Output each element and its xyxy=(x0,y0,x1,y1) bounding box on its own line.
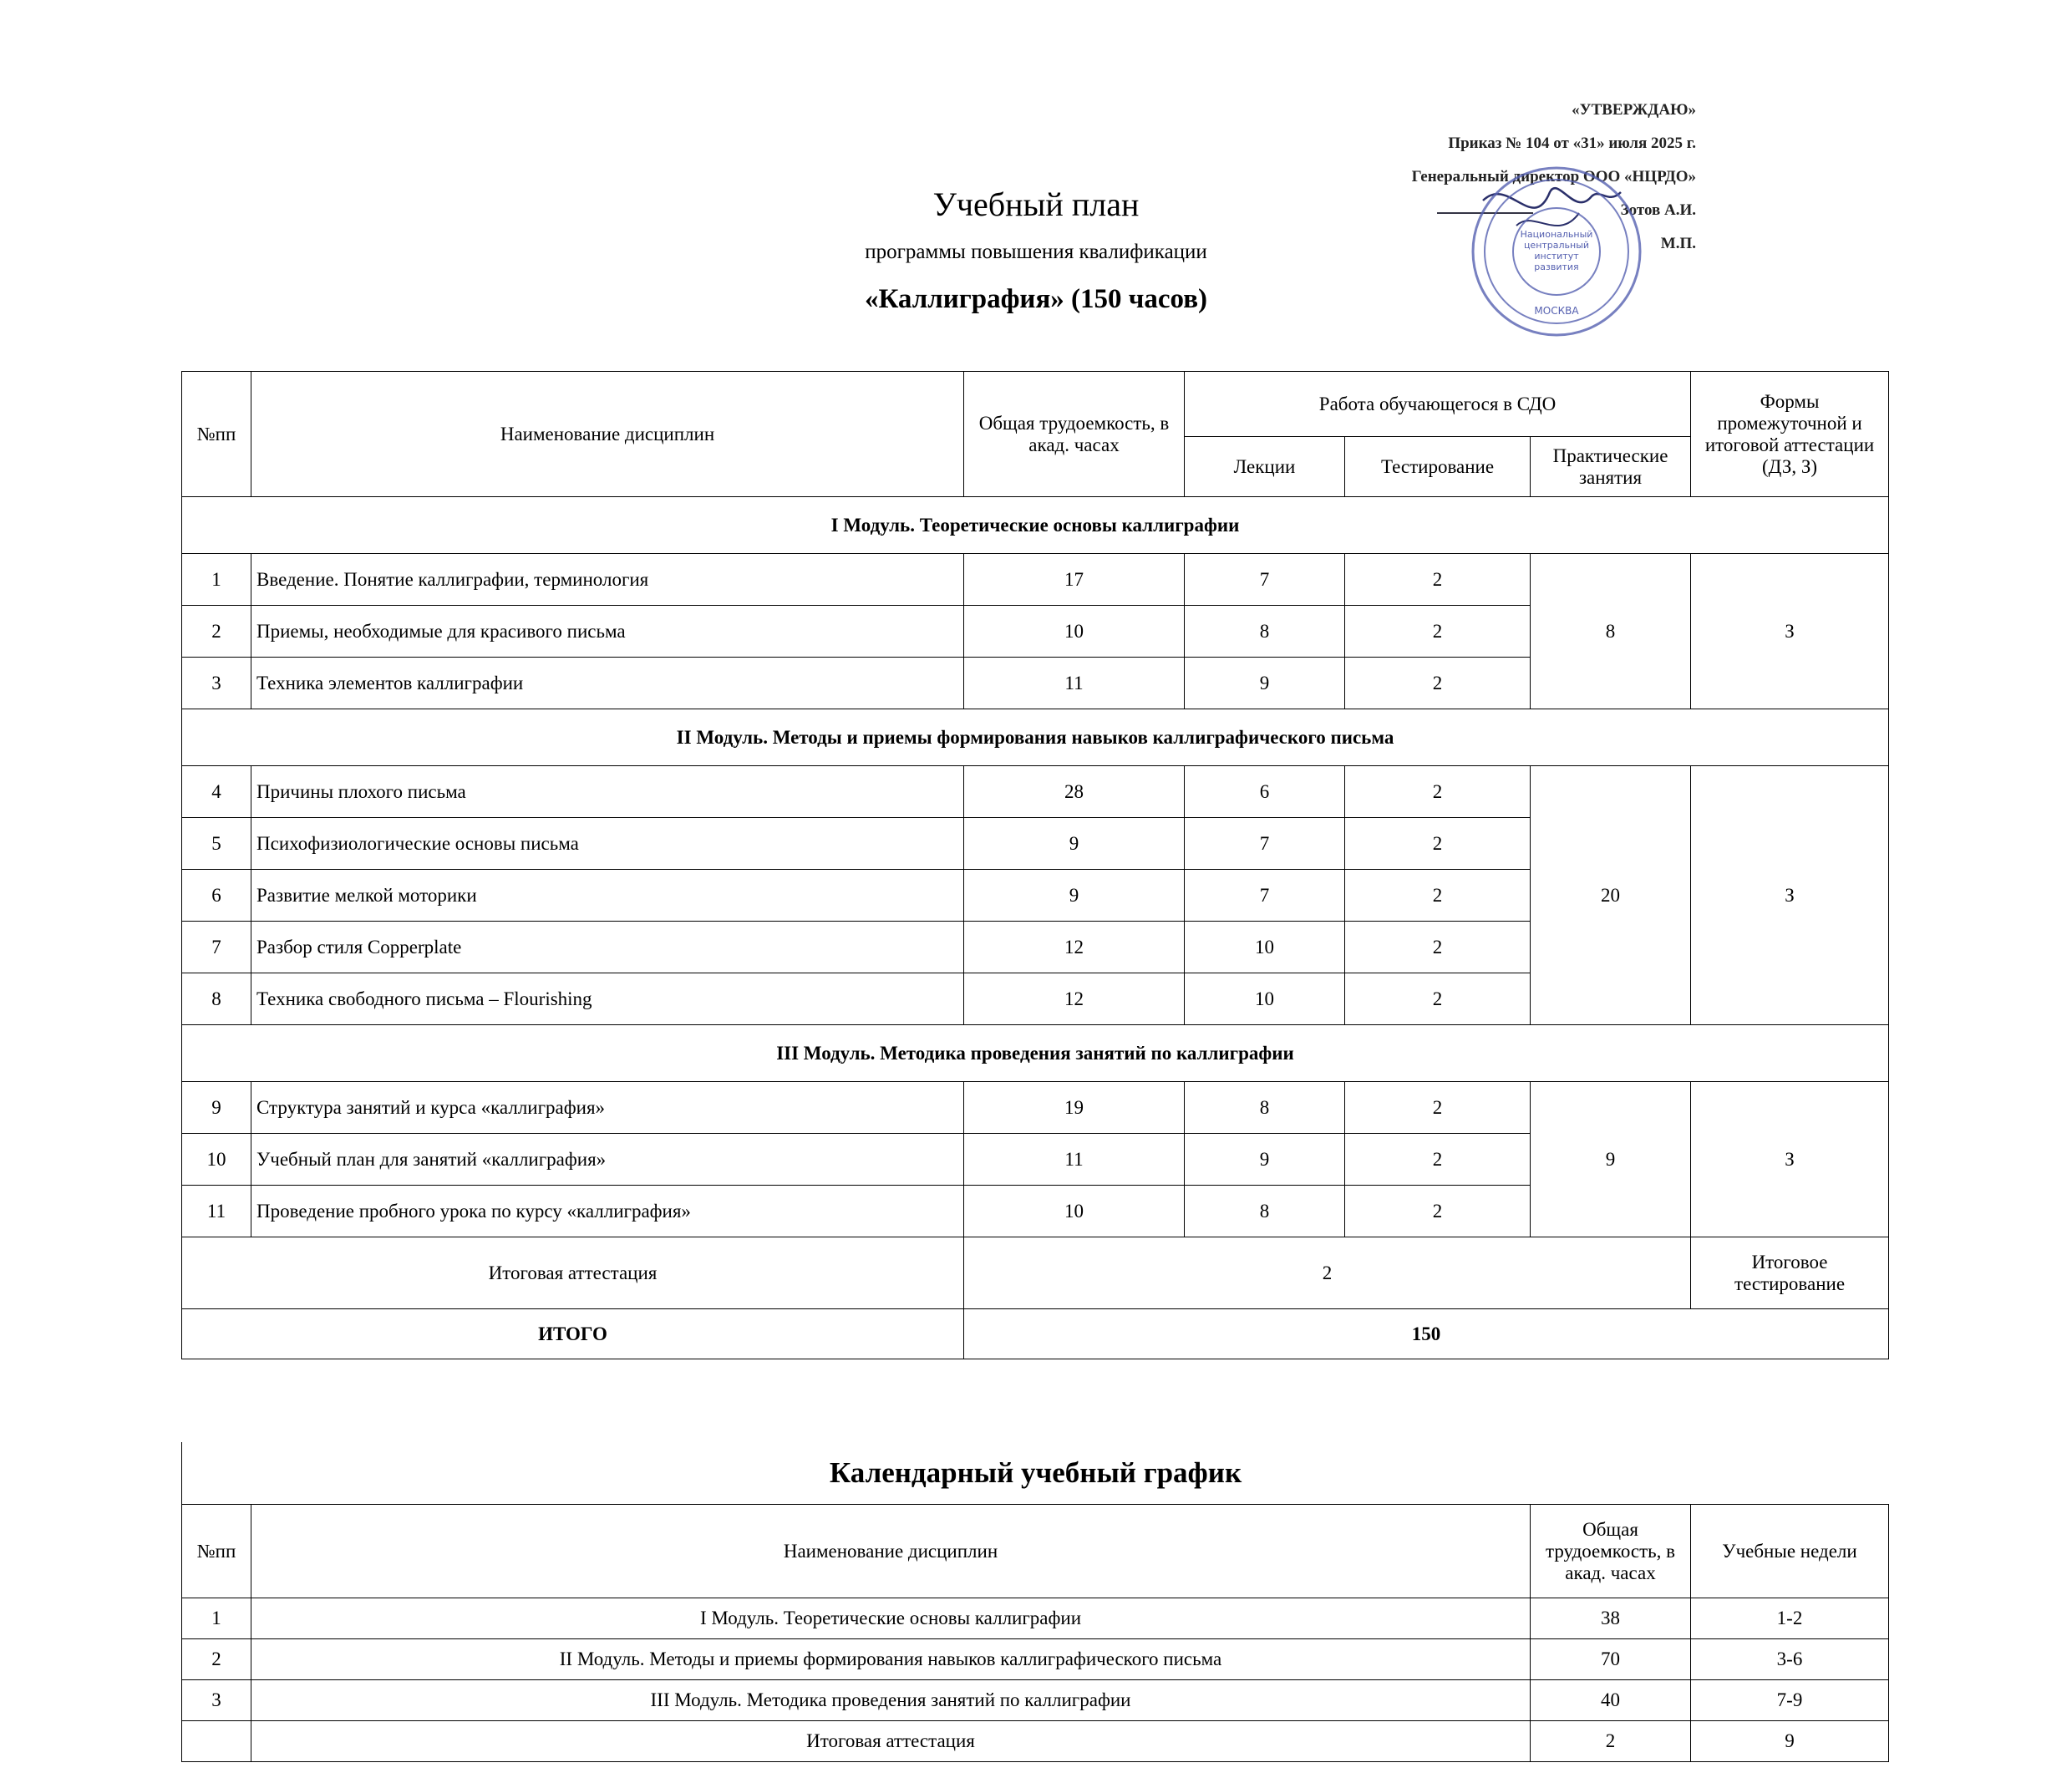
cell-num: 11 xyxy=(182,1186,251,1237)
cell-total: 70 xyxy=(1531,1639,1691,1680)
sched-col-total: Общая трудоемкость, в акад. часах xyxy=(1531,1505,1691,1598)
module-row xyxy=(182,709,1889,766)
schedule-table xyxy=(181,1504,1889,1762)
svg-text:центральный: центральный xyxy=(1523,240,1590,251)
final-value: 2 xyxy=(964,1237,1691,1309)
total-value: 150 xyxy=(964,1309,1889,1359)
cell-name: II Модуль. Методы и приемы формирования навыков каллиграфического письма xyxy=(251,1639,1531,1680)
table-row xyxy=(182,1082,1889,1134)
total-row xyxy=(182,1309,1889,1359)
cell-name: Приемы, необходимые для красивого письма xyxy=(251,606,964,658)
cell-weeks: 1-2 xyxy=(1691,1598,1889,1639)
document-header xyxy=(0,185,2072,315)
course-title: «Каллиграфия» (150 часов) xyxy=(864,284,1208,314)
cell-testing: 2 xyxy=(1345,658,1531,709)
cell-total: 2 xyxy=(1531,1721,1691,1762)
cell-form: З xyxy=(1691,1082,1889,1237)
cell-total: 11 xyxy=(964,658,1185,709)
cell-testing: 2 xyxy=(1345,818,1531,870)
cell-practice: 9 xyxy=(1531,1082,1691,1237)
cell-num xyxy=(182,1721,251,1762)
cell-practice: 20 xyxy=(1531,766,1691,1025)
col-header-practice: Практические занятия xyxy=(1531,437,1691,497)
cell-lectures: 8 xyxy=(1185,1082,1345,1134)
cell-testing: 2 xyxy=(1345,606,1531,658)
cell-num: 5 xyxy=(182,818,251,870)
cell-lectures: 8 xyxy=(1185,606,1345,658)
cell-name: Введение. Понятие каллиграфии, терминология xyxy=(251,554,964,606)
approval-name: Зотов А.И. xyxy=(1620,201,1696,219)
cell-name: Итоговая аттестация xyxy=(251,1721,1531,1762)
cell-lectures: 9 xyxy=(1185,658,1345,709)
cell-name: Проведение пробного урока по курсу «каллиграфия» xyxy=(251,1186,964,1237)
module-title: I Модуль. Теоретические основы каллиграфии xyxy=(182,497,1889,554)
cell-num: 4 xyxy=(182,766,251,818)
module-row xyxy=(182,1025,1889,1082)
cell-testing: 2 xyxy=(1345,554,1531,606)
svg-text:Национальный: Национальный xyxy=(1520,229,1593,240)
cell-total: 19 xyxy=(964,1082,1185,1134)
cell-total: 40 xyxy=(1531,1680,1691,1721)
cell-lectures: 7 xyxy=(1185,554,1345,606)
module-title: III Модуль. Методика проведения занятий по каллиграфии xyxy=(182,1025,1889,1082)
cell-lectures: 8 xyxy=(1185,1186,1345,1237)
cell-testing: 2 xyxy=(1345,1134,1531,1186)
cell-total: 10 xyxy=(964,1186,1185,1237)
cell-name: I Модуль. Теоретические основы каллиграфии xyxy=(251,1598,1531,1639)
approval-title: «УТВЕРЖДАЮ» xyxy=(1572,101,1696,119)
table-row xyxy=(182,1639,1889,1680)
cell-name: Причины плохого письма xyxy=(251,766,964,818)
cell-form: З xyxy=(1691,766,1889,1025)
total-label: ИТОГО xyxy=(182,1309,964,1359)
approval-stamp-mark: М.П. xyxy=(1660,235,1696,252)
cell-num: 3 xyxy=(182,658,251,709)
col-header-name: Наименование дисциплин xyxy=(251,372,964,497)
cell-lectures: 7 xyxy=(1185,818,1345,870)
svg-text:институт: институт xyxy=(1534,251,1579,262)
cell-testing: 2 xyxy=(1345,922,1531,973)
cell-lectures: 7 xyxy=(1185,870,1345,922)
cell-total: 9 xyxy=(964,818,1185,870)
approval-order: Приказ № 104 от «31» июля 2025 г. xyxy=(1448,135,1696,152)
cell-name: Техника элементов каллиграфии xyxy=(251,658,964,709)
module-row xyxy=(182,497,1889,554)
approval-position: Генеральный директор ООО «НЦРДО» xyxy=(1411,168,1696,185)
schedule-title: Календарный учебный график xyxy=(829,1456,1242,1489)
cell-lectures: 10 xyxy=(1185,922,1345,973)
module-title: II Модуль. Методы и приемы формирования навыков каллиграфического письма xyxy=(182,709,1889,766)
cell-total: 17 xyxy=(964,554,1185,606)
cell-name: Учебный план для занятий «каллиграфия» xyxy=(251,1134,964,1186)
cell-weeks: 7-9 xyxy=(1691,1680,1889,1721)
final-label: Итоговая аттестация xyxy=(182,1237,964,1309)
cell-total: 12 xyxy=(964,973,1185,1025)
cell-total: 11 xyxy=(964,1134,1185,1186)
study-plan-table xyxy=(181,371,1889,1359)
schedule-header-row xyxy=(182,1505,1889,1598)
sched-col-weeks: Учебные недели xyxy=(1691,1505,1889,1598)
cell-name: Психофизиологические основы письма xyxy=(251,818,964,870)
cell-num: 6 xyxy=(182,870,251,922)
cell-lectures: 6 xyxy=(1185,766,1345,818)
cell-num: 8 xyxy=(182,973,251,1025)
table-row xyxy=(182,1598,1889,1639)
sched-col-num: №пп xyxy=(182,1505,251,1598)
cell-testing: 2 xyxy=(1345,973,1531,1025)
svg-text:МОСКВА: МОСКВА xyxy=(1534,305,1579,317)
cell-num: 2 xyxy=(182,606,251,658)
sched-col-name: Наименование дисциплин xyxy=(251,1505,1531,1598)
cell-lectures: 9 xyxy=(1185,1134,1345,1186)
cell-num: 3 xyxy=(182,1680,251,1721)
cell-total: 38 xyxy=(1531,1598,1691,1639)
document-subtitle: программы повышения квалификации xyxy=(865,241,1207,263)
cell-num: 1 xyxy=(182,554,251,606)
cell-num: 9 xyxy=(182,1082,251,1134)
cell-testing: 2 xyxy=(1345,766,1531,818)
cell-testing: 2 xyxy=(1345,1186,1531,1237)
table-header-row xyxy=(182,372,1889,437)
cell-practice: 8 xyxy=(1531,554,1691,709)
cell-num: 10 xyxy=(182,1134,251,1186)
col-header-total: Общая трудоемкость, в акад. часах xyxy=(964,372,1185,497)
table-row xyxy=(182,766,1889,818)
cell-name: III Модуль. Методика проведения занятий по каллиграфии xyxy=(251,1680,1531,1721)
col-header-work: Работа обучающегося в СДО xyxy=(1185,372,1691,437)
svg-text:развития: развития xyxy=(1534,262,1579,272)
cell-total: 28 xyxy=(964,766,1185,818)
cell-total: 10 xyxy=(964,606,1185,658)
col-header-num: №пп xyxy=(182,372,251,497)
cell-name: Структура занятий и курса «каллиграфия» xyxy=(251,1082,964,1134)
table-row xyxy=(182,554,1889,606)
cell-lectures: 10 xyxy=(1185,973,1345,1025)
cell-name: Развитие мелкой моторики xyxy=(251,870,964,922)
cell-name: Разбор стиля Copperplate xyxy=(251,922,964,973)
schedule-title-bar xyxy=(181,1442,1889,1504)
cell-testing: 2 xyxy=(1345,870,1531,922)
cell-num: 2 xyxy=(182,1639,251,1680)
cell-testing: 2 xyxy=(1345,1082,1531,1134)
cell-name: Техника свободного письма – Flourishing xyxy=(251,973,964,1025)
col-header-testing: Тестирование xyxy=(1345,437,1531,497)
final-form: Итоговое тестирование xyxy=(1691,1237,1889,1309)
table-row xyxy=(182,1721,1889,1762)
document-title: Учебный план xyxy=(932,185,1140,223)
table-row xyxy=(182,1680,1889,1721)
cell-num: 7 xyxy=(182,922,251,973)
cell-weeks: 3-6 xyxy=(1691,1639,1889,1680)
col-header-lectures: Лекции xyxy=(1185,437,1345,497)
cell-total: 9 xyxy=(964,870,1185,922)
cell-total: 12 xyxy=(964,922,1185,973)
final-certification-row xyxy=(182,1237,1889,1309)
cell-weeks: 9 xyxy=(1691,1721,1889,1762)
cell-num: 1 xyxy=(182,1598,251,1639)
cell-form: З xyxy=(1691,554,1889,709)
col-header-forms: Формы промежуточной и итоговой аттестации (ДЗ, З) xyxy=(1691,372,1889,497)
